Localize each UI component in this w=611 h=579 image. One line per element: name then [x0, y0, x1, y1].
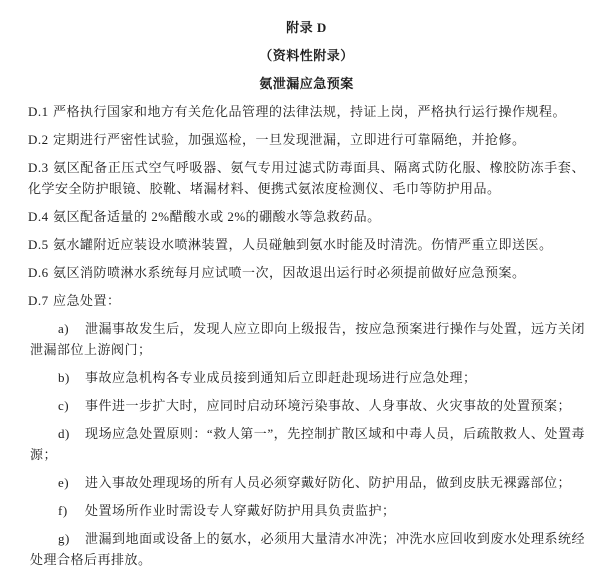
list-item-d-label: d)	[58, 426, 70, 441]
list-item-g-label: g)	[58, 531, 70, 546]
page-title: 氨泄漏应急预案	[259, 76, 354, 91]
list-item-e-text: 进入事故处理现场的所有人员必须穿戴好防化、防护用品，做到皮肤无裸露部位；	[85, 475, 572, 490]
list-item-a-text: 泄漏事故发生后，发现人应立即向上级报告，按应急预案进行操作与处置，远方关闭泄漏部位上游阀门；	[30, 321, 585, 357]
clause-d5-label: D.5	[28, 237, 49, 252]
list-item-f	[30, 500, 585, 521]
clause-d3-label: D.3	[28, 160, 49, 175]
list-item-c-text: 事件进一步扩大时，应同时启动环境污染事故、人身事故、火灾事故的处置预案；	[85, 398, 572, 413]
clause-d1-text: 严格执行国家和地方有关危化品管理的法律法规，持证上岗，严格执行运行操作规程。	[53, 104, 567, 119]
list-item-a-label: a)	[58, 321, 70, 336]
list-item-d	[30, 423, 585, 465]
clause-d7	[28, 290, 585, 311]
list-item-e	[30, 472, 585, 493]
clause-d2-label: D.2	[28, 132, 49, 147]
clause-d5-text: 氨水罐附近应装设水喷淋装置，人员碰触到氨水时能及时清洗。伤情严重立即送医。	[53, 237, 553, 252]
appendix-type-note: （资料性附录）	[259, 48, 354, 63]
list-item-c-label: c)	[58, 398, 70, 413]
clause-d2-text: 定期进行严密性试验，加强巡检，一旦发现泄漏，立即进行可靠隔绝，并抢修。	[53, 132, 526, 147]
clause-d6-label: D.6	[28, 265, 49, 280]
clause-d4-label: D.4	[28, 209, 49, 224]
appendix-label: 附录 D	[286, 20, 327, 35]
clause-d7-label: D.7	[28, 293, 49, 308]
list-item-c	[30, 395, 585, 416]
list-item-e-label: e)	[58, 475, 70, 490]
list-item-b-label: b)	[58, 370, 70, 385]
list-item-b	[30, 367, 585, 388]
clause-d7-text: 应急处置：	[53, 293, 121, 308]
list-item-b-text: 事故应急机构各专业成员接到通知后立即赶赴现场进行应急处理；	[85, 370, 477, 385]
clause-d6	[28, 262, 585, 283]
clause-d3-text: 氨区配备正压式空气呼吸器、氨气专用过滤式防毒面具、隔离式防化服、橡胶防冻手套、化学安全防护眼镜、胶靴、堵漏材料、便携式氨浓度检测仪、毛巾等防护用品。	[28, 160, 585, 196]
clause-d1	[28, 101, 585, 122]
clause-d2	[28, 129, 585, 150]
list-item-g-text: 泄漏到地面或设备上的氨水，必须用大量清水冲洗；冲洗水应回收到废水处理系统经处理合格后再排放。	[30, 531, 585, 567]
list-item-g	[30, 528, 585, 570]
list-item-d-text: 现场应急处置原则：“救人第一”，先控制扩散区域和中毒人员，后疏散救人、处置毒源；	[30, 426, 585, 462]
clause-d6-text: 氨区消防喷淋水系统每月应试喷一次，因故退出运行时必须提前做好应急预案。	[53, 265, 526, 280]
clause-d4	[28, 206, 585, 227]
clause-d1-label: D.1	[28, 104, 49, 119]
clause-d4-text: 氨区配备适量的 2%醋酸水或 2%的硼酸水等急救药品。	[53, 209, 381, 224]
list-item-a	[30, 318, 585, 360]
clause-d5	[28, 234, 585, 255]
list-item-f-label: f)	[58, 503, 68, 518]
list-item-f-text: 处置场所作业时需设专人穿戴好防护用具负责监护；	[85, 503, 396, 518]
clause-d3	[28, 157, 585, 199]
